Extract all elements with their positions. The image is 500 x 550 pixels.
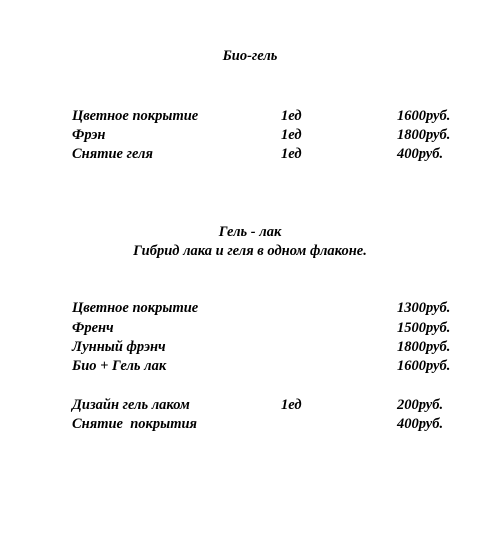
service-price: 1600руб. — [397, 108, 451, 124]
service-name: Снятие геля — [72, 146, 153, 162]
service-name: Снятие покрытия — [72, 416, 198, 432]
section-title-bio-gel: Био-гель — [222, 48, 278, 64]
service-price: 200руб. — [397, 397, 444, 413]
service-price: 1800руб. — [397, 339, 451, 355]
service-unit: 1ед — [281, 108, 302, 124]
price-row — [0, 146, 500, 166]
service-name: Дизайн гель лаком — [72, 397, 190, 413]
price-row — [0, 127, 500, 147]
service-price: 1600руб. — [397, 358, 451, 374]
service-price: 400руб. — [397, 416, 444, 432]
price-row — [0, 108, 500, 128]
service-name: Фрэн — [72, 127, 106, 143]
service-price: 1300руб. — [397, 300, 451, 316]
section-title-gel-lak: Гель - лак — [218, 224, 282, 240]
service-unit: 1ед — [281, 397, 302, 413]
price-row — [0, 320, 500, 340]
price-row — [0, 416, 500, 436]
service-name: Лунный фрэнч — [72, 339, 166, 355]
service-unit: 1ед — [281, 127, 302, 143]
price-row — [0, 300, 500, 320]
service-price: 1500руб. — [397, 320, 451, 336]
price-row — [0, 339, 500, 359]
service-unit: 1ед — [281, 146, 302, 162]
service-name: Цветное покрытие — [72, 108, 199, 124]
section-subtitle: Гибрид лака и геля в одном флаконе. — [133, 243, 367, 259]
service-name: Френч — [72, 320, 114, 336]
service-name: Цветное покрытие — [72, 300, 199, 316]
service-price: 400руб. — [397, 146, 444, 162]
price-row — [0, 358, 500, 378]
price-row — [0, 397, 500, 417]
service-price: 1800руб. — [397, 127, 451, 143]
service-name: Био + Гель лак — [72, 358, 167, 374]
